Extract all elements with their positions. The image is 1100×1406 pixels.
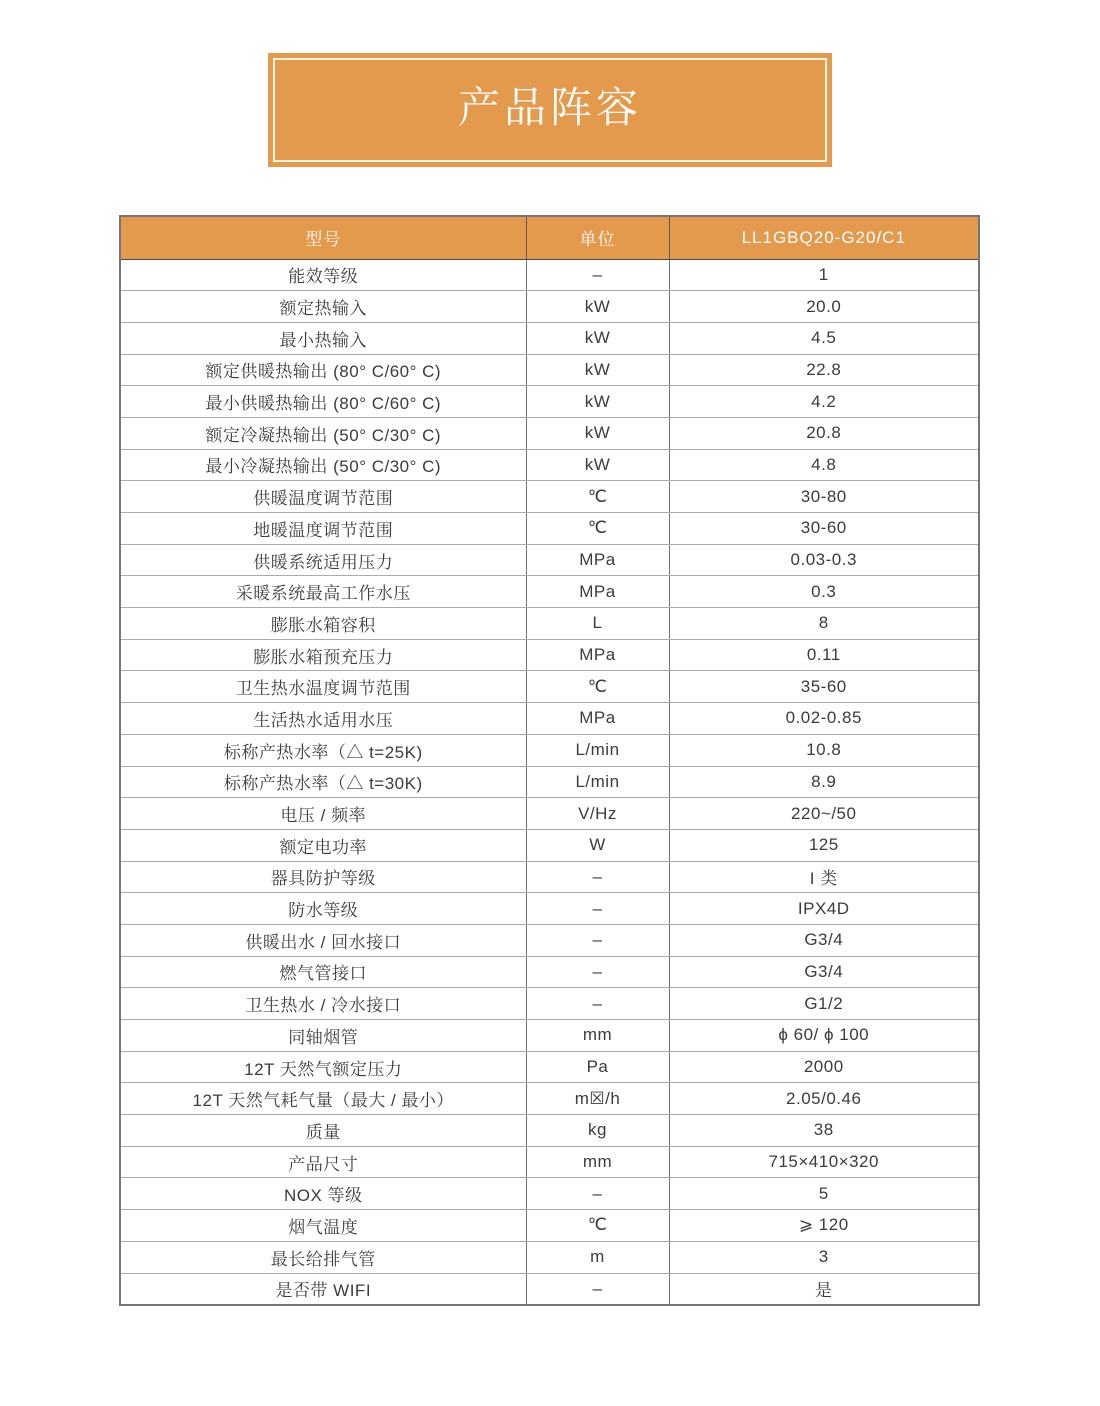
spec-unit: ℃ [526,671,669,703]
table-row [120,703,979,735]
spec-value: 0.11 [669,639,979,671]
spec-label: 最长给排气管 [120,1241,526,1273]
spec-table-body [120,259,979,1305]
table-row [120,322,979,354]
spec-value: 2000 [669,1051,979,1083]
spec-label: 额定冷凝热输出 (50° C/30° C) [120,417,526,449]
spec-unit: MPa [526,576,669,608]
table-row [120,956,979,988]
spec-unit: – [526,924,669,956]
col-header-model: 型号 [120,216,526,259]
spec-unit: mm [526,1146,669,1178]
spec-label: 最小热输入 [120,322,526,354]
table-row [120,417,979,449]
spec-label: 膨胀水箱预充压力 [120,639,526,671]
spec-unit: L/min [526,766,669,798]
spec-value: 4.2 [669,386,979,418]
spec-label: 烟气温度 [120,1210,526,1242]
spec-unit: L/min [526,734,669,766]
table-row [120,1051,979,1083]
spec-unit: – [526,259,669,291]
spec-label: 质量 [120,1115,526,1147]
spec-value: 125 [669,829,979,861]
spec-value: 38 [669,1115,979,1147]
spec-label: 额定供暖热输出 (80° C/60° C) [120,354,526,386]
spec-label: 额定电功率 [120,829,526,861]
table-row [120,893,979,925]
spec-value: 0.02-0.85 [669,703,979,735]
spec-label: 同轴烟管 [120,1020,526,1052]
spec-value: 4.5 [669,322,979,354]
spec-value: I 类 [669,861,979,893]
spec-label: 标称产热水率（△ t=30K) [120,766,526,798]
spec-unit: ℃ [526,513,669,545]
spec-unit: L [526,608,669,640]
spec-value: G1/2 [669,988,979,1020]
spec-unit: V/Hz [526,798,669,830]
spec-value: G3/4 [669,956,979,988]
table-header-row [120,216,979,259]
table-row [120,1083,979,1115]
spec-unit: MPa [526,544,669,576]
spec-value: 0.3 [669,576,979,608]
col-header-unit: 单位 [526,216,669,259]
spec-value: 5 [669,1178,979,1210]
table-row [120,291,979,323]
spec-unit: – [526,988,669,1020]
spec-value: 20.8 [669,417,979,449]
spec-table [119,215,980,1306]
table-row [120,766,979,798]
table-row [120,513,979,545]
spec-unit: kW [526,354,669,386]
spec-label: 供暖温度调节范围 [120,481,526,513]
spec-unit: – [526,1178,669,1210]
spec-unit: ℃ [526,481,669,513]
table-row [120,481,979,513]
spec-unit: W [526,829,669,861]
spec-value: 2.05/0.46 [669,1083,979,1115]
spec-unit: m☒/h [526,1083,669,1115]
spec-label: 额定热输入 [120,291,526,323]
spec-value: 3 [669,1241,979,1273]
table-row [120,544,979,576]
spec-label: 卫生热水温度调节范围 [120,671,526,703]
spec-label: 器具防护等级 [120,861,526,893]
spec-label: 是否带 WIFI [120,1273,526,1305]
spec-label: 最小冷凝热输出 (50° C/30° C) [120,449,526,481]
spec-unit: m [526,1241,669,1273]
table-row [120,734,979,766]
table-row [120,1115,979,1147]
spec-label: 最小供暖热输出 (80° C/60° C) [120,386,526,418]
table-row [120,798,979,830]
table-row [120,829,979,861]
spec-value: 22.8 [669,354,979,386]
spec-value: ϕ 60/ ϕ 100 [669,1020,979,1052]
spec-value: 220~/50 [669,798,979,830]
spec-value: 30-60 [669,513,979,545]
spec-unit: kW [526,322,669,354]
spec-label: 生活热水适用水压 [120,703,526,735]
spec-value: 35-60 [669,671,979,703]
spec-label: NOX 等级 [120,1178,526,1210]
spec-value: 20.0 [669,291,979,323]
spec-unit: – [526,956,669,988]
spec-value: 是 [669,1273,979,1305]
spec-unit: Pa [526,1051,669,1083]
table-row [120,576,979,608]
table-row [120,1146,979,1178]
spec-label: 供暖系统适用压力 [120,544,526,576]
table-row [120,1241,979,1273]
spec-unit: ℃ [526,1210,669,1242]
spec-unit: MPa [526,703,669,735]
spec-value: 8.9 [669,766,979,798]
spec-label: 12T 天然气耗气量（最大 / 最小） [120,1083,526,1115]
spec-label: 采暖系统最高工作水压 [120,576,526,608]
table-row [120,1273,979,1305]
spec-label: 12T 天然气额定压力 [120,1051,526,1083]
table-row [120,924,979,956]
table-row [120,386,979,418]
spec-value: 1 [669,259,979,291]
spec-label: 地暖温度调节范围 [120,513,526,545]
page-title: 产品阵容 [457,84,642,131]
spec-label: 标称产热水率（△ t=25K) [120,734,526,766]
table-row [120,259,979,291]
spec-unit: – [526,861,669,893]
table-row [120,1178,979,1210]
spec-unit: MPa [526,639,669,671]
table-row [120,354,979,386]
spec-unit: kW [526,386,669,418]
table-row [120,1020,979,1052]
table-row [120,608,979,640]
table-row [120,639,979,671]
table-row [120,861,979,893]
spec-value: 8 [669,608,979,640]
spec-label: 膨胀水箱容积 [120,608,526,640]
banner [268,53,832,167]
spec-value: 30-80 [669,481,979,513]
spec-value: 4.8 [669,449,979,481]
spec-value: G3/4 [669,924,979,956]
spec-label: 燃气管接口 [120,956,526,988]
spec-unit: mm [526,1020,669,1052]
spec-label: 产品尺寸 [120,1146,526,1178]
spec-unit: – [526,893,669,925]
spec-value: 715×410×320 [669,1146,979,1178]
spec-value: IPX4D [669,893,979,925]
table-row [120,1210,979,1242]
table-row [120,449,979,481]
col-header-product-model: LL1GBQ20-G20/C1 [669,216,979,259]
table-row [120,671,979,703]
spec-unit: kW [526,291,669,323]
table-row [120,988,979,1020]
spec-label: 供暖出水 / 回水接口 [120,924,526,956]
spec-unit: – [526,1273,669,1305]
spec-unit: kW [526,449,669,481]
spec-value: 10.8 [669,734,979,766]
spec-value: ⩾ 120 [669,1210,979,1242]
spec-label: 卫生热水 / 冷水接口 [120,988,526,1020]
spec-label: 电压 / 频率 [120,798,526,830]
spec-unit: kg [526,1115,669,1147]
spec-label: 防水等级 [120,893,526,925]
spec-unit: kW [526,417,669,449]
spec-value: 0.03-0.3 [669,544,979,576]
spec-label: 能效等级 [120,259,526,291]
